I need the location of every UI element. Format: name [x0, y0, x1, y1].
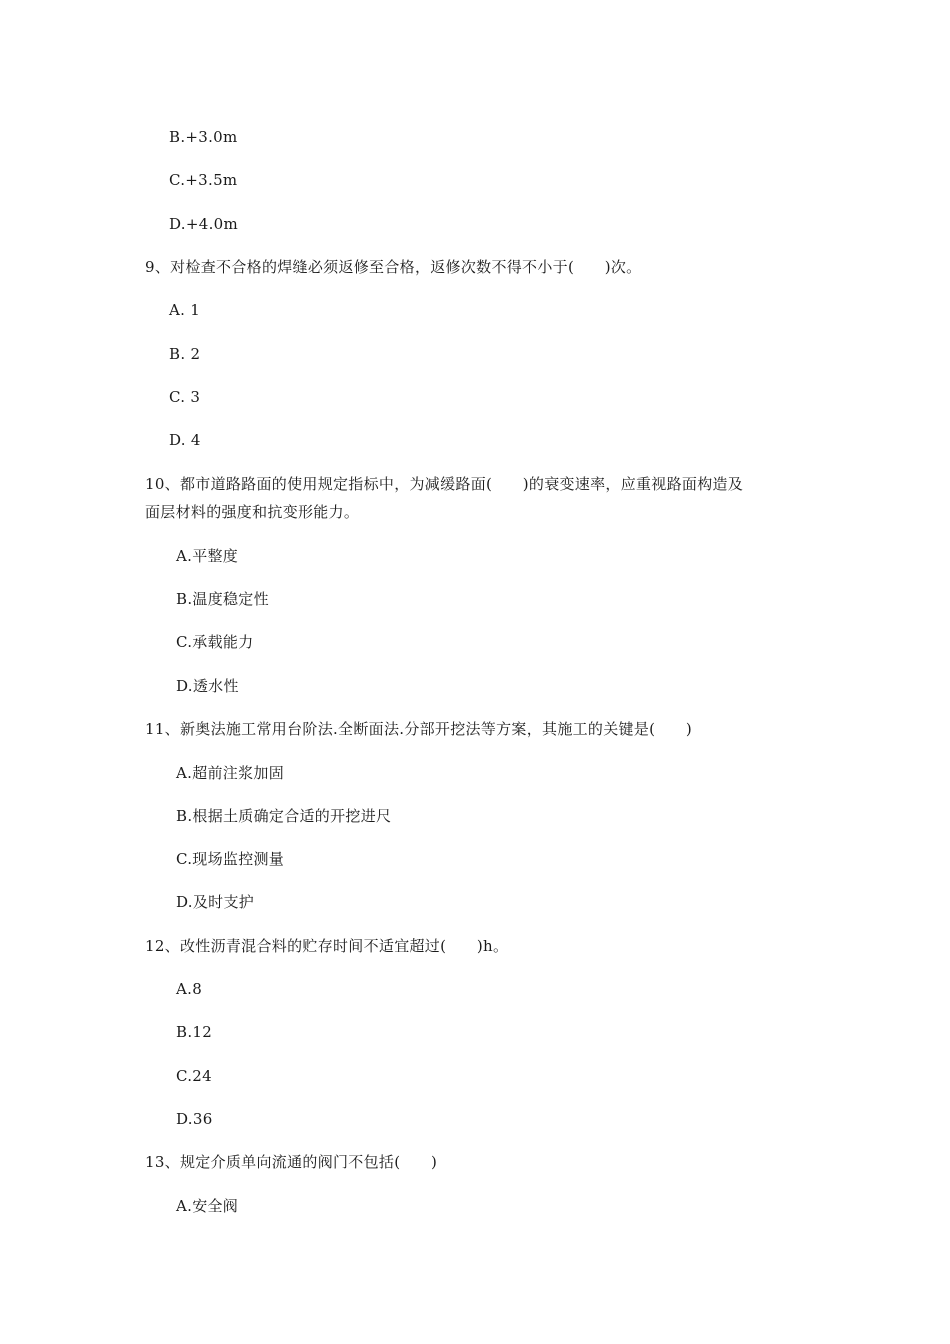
q9-option-a: A. 1 [169, 301, 201, 319]
q9-option-d: D. 4 [169, 431, 201, 449]
q10-option-b: B.温度稳定性 [176, 590, 269, 608]
q12-option-a: A.8 [176, 980, 203, 998]
q13-option-a: A.安全阀 [176, 1197, 239, 1215]
q9-option-b: B. 2 [169, 345, 201, 363]
q12-option-c: C.24 [176, 1067, 212, 1085]
q10-option-d: D.透水性 [176, 677, 239, 695]
q8-option-d: D.+4.0m [169, 215, 239, 233]
q11-option-a: A.超前注浆加固 [176, 764, 285, 782]
q8-option-c: C.+3.5m [169, 171, 238, 189]
q11-stem: 11、新奥法施工常用台阶法.全断面法.分部开挖法等方案，其施工的关键是( ) [145, 720, 693, 738]
q12-option-d: D.36 [176, 1110, 213, 1128]
q10-stem-line2: 面层材料的强度和抗变形能力。 [145, 503, 360, 521]
q11-option-d: D.及时支护 [176, 893, 255, 911]
q10-stem-line1: 10、都市道路路面的使用规定指标中，为减缓路面( )的衰变速率，应重视路面构造及 [145, 475, 744, 493]
q11-option-c: C.现场监控测量 [176, 850, 285, 868]
q12-option-b: B.12 [176, 1023, 213, 1041]
q11-option-b: B.根据土质确定合适的开挖进尺 [176, 807, 392, 825]
q10-option-c: C.承载能力 [176, 633, 254, 651]
q13-stem: 13、规定介质单向流通的阀门不包括( ) [145, 1153, 438, 1171]
q10-option-a: A.平整度 [176, 547, 239, 565]
q8-option-b: B.+3.0m [169, 128, 238, 146]
q9-option-c: C. 3 [169, 388, 201, 406]
q9-stem: 9、对检查不合格的焊缝必须返修至合格，返修次数不得不小于( )次。 [145, 258, 642, 276]
q12-stem: 12、改性沥青混合料的贮存时间不适宜超过( )h。 [145, 937, 509, 955]
